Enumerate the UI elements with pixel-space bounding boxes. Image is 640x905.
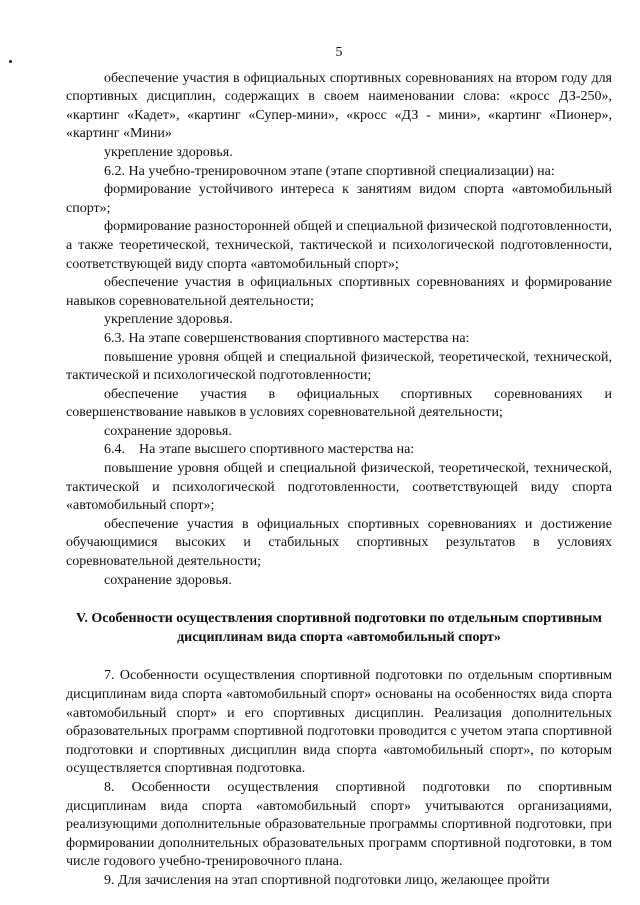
paragraph: укрепление здоровья. <box>104 144 233 160</box>
paragraph: укрепление здоровья. <box>104 312 233 328</box>
stage-goals-list <box>66 70 612 591</box>
section-heading: V. Особенности осуществления спортивной подготовки по отдельным спортивным дисциплинам вида спорта «автомобильный спорт» <box>76 611 602 645</box>
paragraph: 7. Особенности осуществления спортивной подготовки по отдельным спортивным дисциплинам вида спорта «автомобильный спорт» основаны на особенностях вида спорта «автомобильный спорт» и его спортивных дисциплин. Реализация дополнительных образовательных программ спортивной подготовки проводится с учетом этапа спортивной подготовки и спортивных дисциплин вида спорта «автомобильный спорт», по которым осуществляется спортивная подготовка. <box>66 668 612 777</box>
paragraph: обеспечение участия в официальных спортивных соревнованиях и формирование навыков соревновательной деятельности; <box>66 275 612 309</box>
paragraph: 6.4. На этапе высшего спортивного мастерства на: <box>104 442 415 458</box>
paragraph: формирование разносторонней общей и специальной физической подготовленности, а также теоретической, технической, тактической и психологической подготовленности, соответствующей виду спорта «автомобильный спорт»; <box>66 219 612 272</box>
paragraph: 9. Для зачисления на этап спортивной подготовки лицо, желающее пройти <box>104 872 550 888</box>
paragraph: сохранение здоровья. <box>104 572 232 588</box>
paragraph: повышение уровня общей и специальной физической, теоретической, технической, тактической и психологической подготовленности; <box>66 349 612 384</box>
paragraph: обеспечение участия в официальных спортивных соревнованиях и совершенствование навыков в условиях соревновательной деятельности; <box>66 386 612 421</box>
paragraph: 6.3. На этапе совершенствования спортивного мастерства на: <box>104 330 470 346</box>
paragraph: формирование устойчивого интереса к занятиям видом спорта «автомобильный спорт»; <box>66 182 612 216</box>
paragraph: обеспечение участия в официальных спортивных соревнованиях и достижение обучающимися высоких и стабильных спортивных результатов в условиях соревновательной деятельности; <box>66 516 612 570</box>
paragraph: обеспечение участия в официальных спортивных соревнованиях на втором году для спортивных дисциплин, содержащих в своем наименовании слова: «кросс ДЗ-250», «картинг «Кадет», «картинг «Супер-мини», «кросс «ДЗ - мини», «картинг «Пионер», «картинг «Мини» <box>66 70 612 142</box>
section-body <box>66 667 612 890</box>
paragraph: повышение уровня общей и специальной физической, теоретической, технической, тактической и психологической подготовленности, соответствующей виду спорта «автомобильный спорт»; <box>66 461 612 514</box>
scan-dot <box>9 60 12 63</box>
page-number: 5 <box>335 45 343 60</box>
paragraph: 6.2. На учебно-тренировочном этапе (этапе спортивной специализации) на: <box>104 163 555 179</box>
paragraph: 8. Особенности осуществления спортивной подготовки по спортивным дисциплинам вида спорта «автомобильный спорт» учитываются организациями, реализующими дополнительные образовательные программы спортивной подготовки, при формировании дополнительных образовательных программ спортивной подготовки, в том числе годового учебно-тренировочного плана. <box>66 779 612 870</box>
paragraph: сохранение здоровья. <box>104 423 232 439</box>
document-page <box>66 44 612 891</box>
